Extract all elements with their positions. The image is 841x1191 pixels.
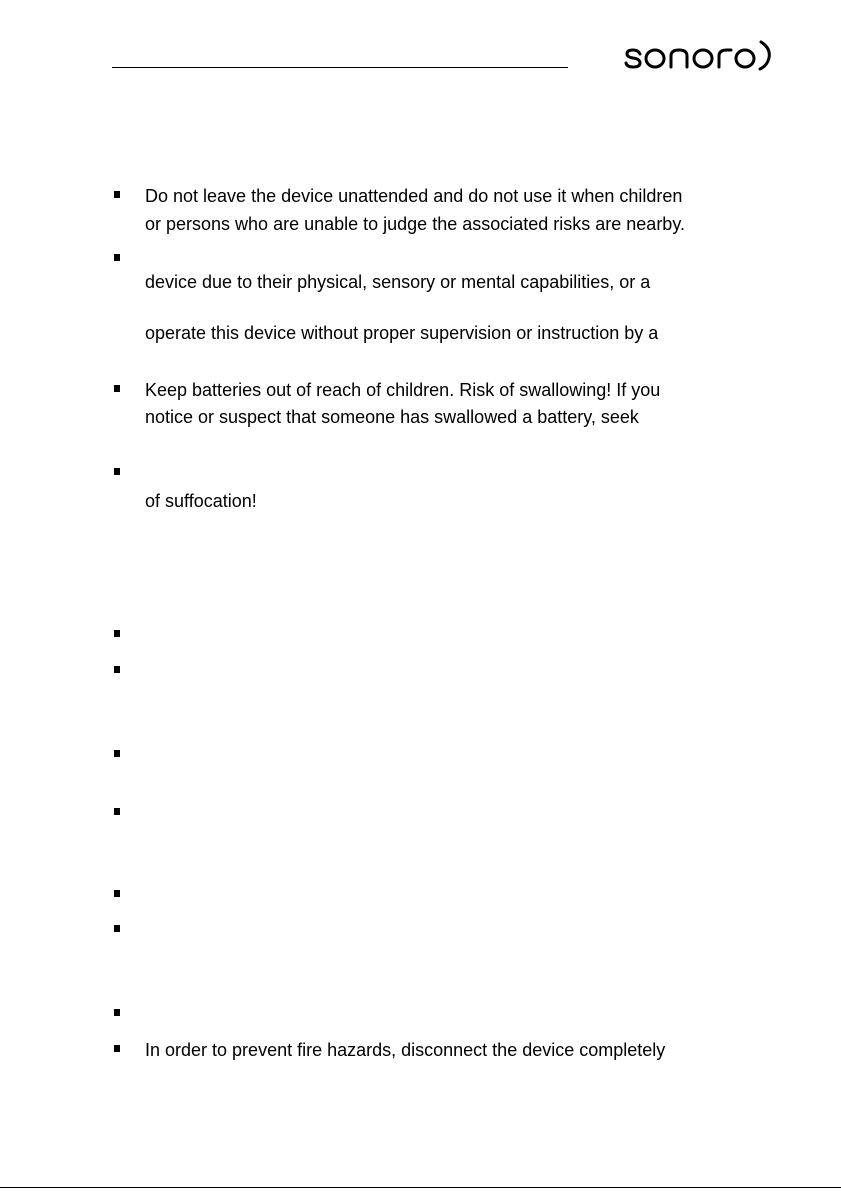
bullet (114, 1009, 120, 1016)
bullet (114, 808, 120, 815)
bullet (114, 191, 120, 198)
bullet (114, 254, 120, 261)
list-item-text: or persons who are unable to judge the associated risks are nearby. (145, 214, 685, 234)
list-item-text: of suffocation! (145, 491, 257, 511)
list-item-text: notice or suspect that someone has swallowed a battery, seek (145, 407, 639, 427)
bullet (114, 468, 120, 475)
bullet (114, 666, 120, 673)
list-item-text: In order to prevent fire hazards, disconnect the device completely (145, 1040, 666, 1060)
list-item-text: Do not leave the device unattended and do not use it when children (145, 186, 683, 206)
bullet (114, 1045, 120, 1052)
list-item-text: Keep batteries out of reach of children. Risk of swallowing! If you (145, 380, 661, 400)
bullet (114, 750, 120, 757)
bullet (114, 630, 120, 637)
list-item-text: device due to their physical, sensory or mental capabilities, or a (145, 272, 651, 292)
bullet (114, 890, 120, 897)
sonoro-logo (624, 36, 776, 74)
list-item-text: operate this device without proper supervision or instruction by a (145, 323, 659, 343)
page-bottom-rule (0, 1187, 841, 1188)
bullet (114, 925, 120, 932)
header-rule (112, 67, 568, 68)
bullet (114, 385, 120, 392)
